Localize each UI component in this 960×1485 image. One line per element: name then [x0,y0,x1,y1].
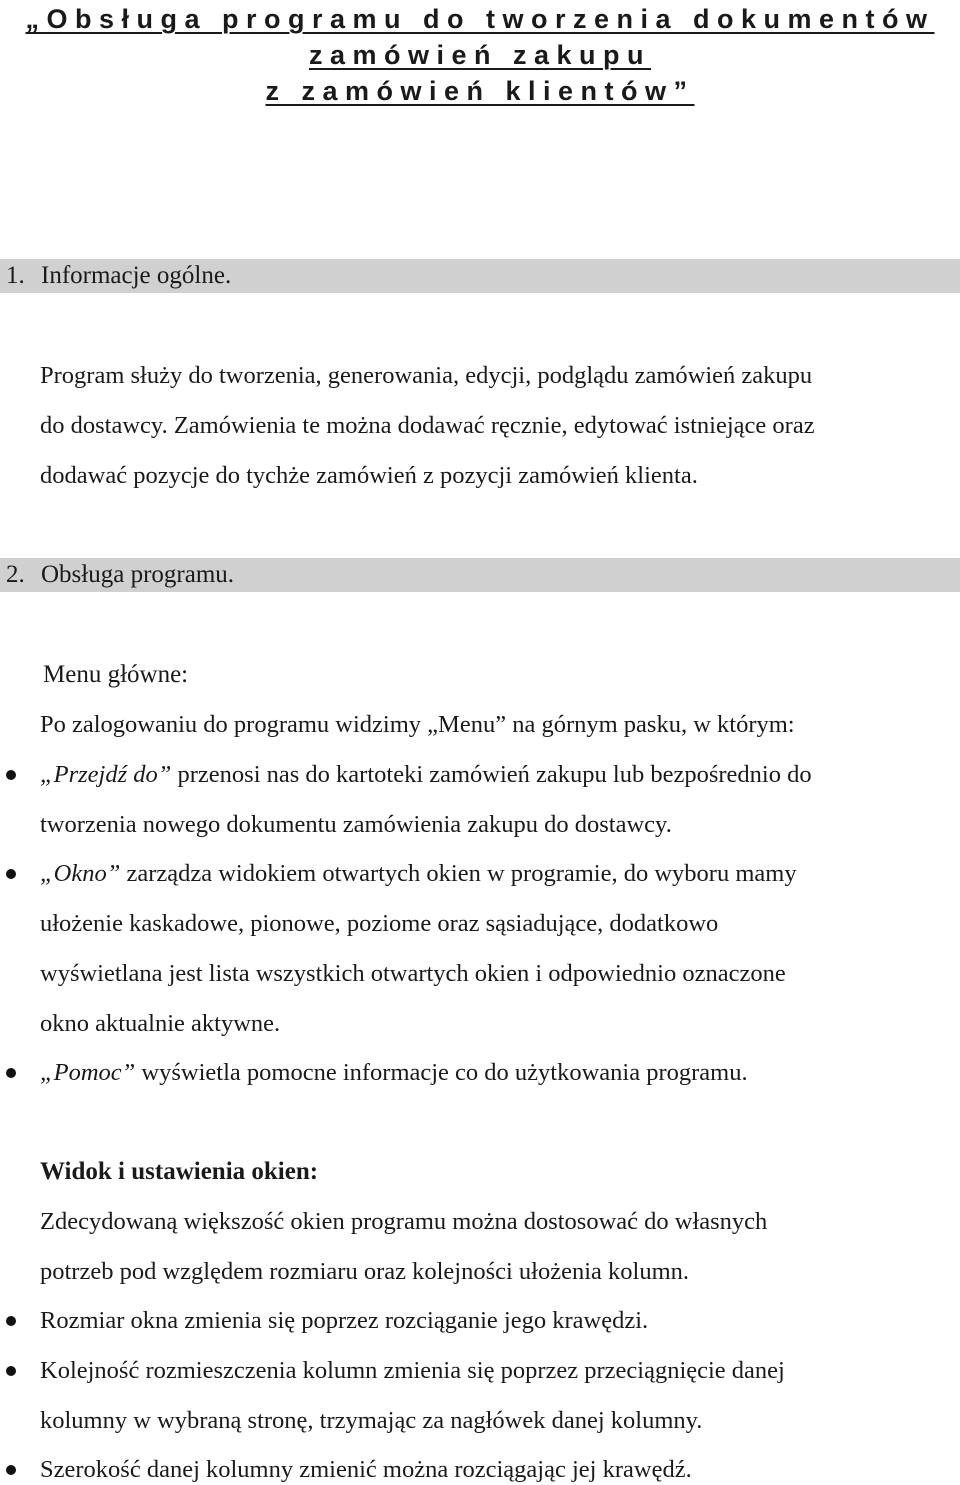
title-line-1-text: „Obsługa programu do tworzenia dokumentów [25,4,935,34]
menu-item-przejdz-do-line-2: tworzenia nowego dokumentu zamówienia zakupu do dostawcy. [40,811,672,838]
bullet-icon [6,1465,16,1475]
menu-item-przejdz-do-desc: przenosi nas do kartoteki zamówień zakupu lub bezpośrednio do [171,761,812,788]
windows-item-resize: Rozmiar okna zmienia się poprzez rozciąganie jego krawędzi. [40,1307,649,1334]
menu-item-okno-term: „Okno” [40,860,121,887]
windows-item-column-order-line-2: kolumny w wybraną stronę, trzymając za nagłówek danej kolumny. [40,1407,703,1434]
bullet-icon [6,1316,16,1326]
bullet-icon [6,1366,16,1376]
section-1-header [0,259,960,293]
section-2-header [0,558,960,592]
menu-item-przejdz-do-line-1 [40,760,812,790]
document-title-line-2 [0,36,960,74]
menu-item-okno-line-2: ułożenie kaskadowe, pionowe, poziome oraz sąsiadujące, dodatkowo [40,910,719,937]
menu-item-okno-desc: zarządza widokiem otwartych okien w programie, do wyboru mamy [120,860,797,887]
menu-item-okno-line-3: wyświetlana jest lista wszystkich otwartych okien i odpowiednio oznaczone [40,960,786,987]
bullet-icon [6,1068,16,1078]
menu-item-okno-line-1 [40,859,797,889]
windows-heading: Widok i ustawienia okien: [40,1158,319,1185]
menu-item-okno-line-4: okno aktualnie aktywne. [40,1010,281,1037]
section-1-paragraph-line-1: Program służy do tworzenia, generowania, edycji, podglądu zamówień zakupu [40,362,813,389]
section-2-number: 2. [6,561,25,588]
section-1-title: Informacje ogólne. [41,262,232,289]
windows-item-column-order-line-1: Kolejność rozmieszczenia kolumn zmienia się poprzez przeciągnięcie danej [40,1357,785,1384]
document-title-line-3 [0,72,960,110]
title-line-3-text: z zamówień klientów” [265,76,695,106]
section-2-title: Obsługa programu. [41,561,235,588]
menu-item-pomoc-line-1 [40,1058,748,1088]
document-title-line-1 [0,0,960,38]
windows-intro-line-2: potrzeb pod względem rozmiaru oraz kolejności ułożenia kolumn. [40,1258,690,1285]
section-1-paragraph-line-2: do dostawcy. Zamówienia te można dodawać ręcznie, edytować istniejące oraz [40,412,815,439]
windows-item-column-width: Szerokość danej kolumny zmienić można rozciągając jej krawędź. [40,1456,692,1483]
menu-item-pomoc-desc: wyświetla pomocne informacje co do użytkowania programu. [135,1059,748,1086]
menu-item-przejdz-do-term: „Przejdź do” [40,761,172,788]
section-1-number: 1. [6,262,25,289]
section-1-paragraph-line-3: dodawać pozycje do tychże zamówień z pozycji zamówień klienta. [40,462,698,489]
bullet-icon [6,770,16,780]
windows-intro-line-1: Zdecydowaną większość okien programu można dostosować do własnych [40,1208,768,1235]
title-line-2-text: zamówień zakupu [308,40,652,70]
bullet-icon [6,869,16,879]
menu-intro: Po zalogowaniu do programu widzimy „Menu” na górnym pasku, w którym: [40,711,795,738]
menu-heading: Menu główne: [43,661,189,688]
menu-item-pomoc-term: „Pomoc” [40,1059,136,1086]
